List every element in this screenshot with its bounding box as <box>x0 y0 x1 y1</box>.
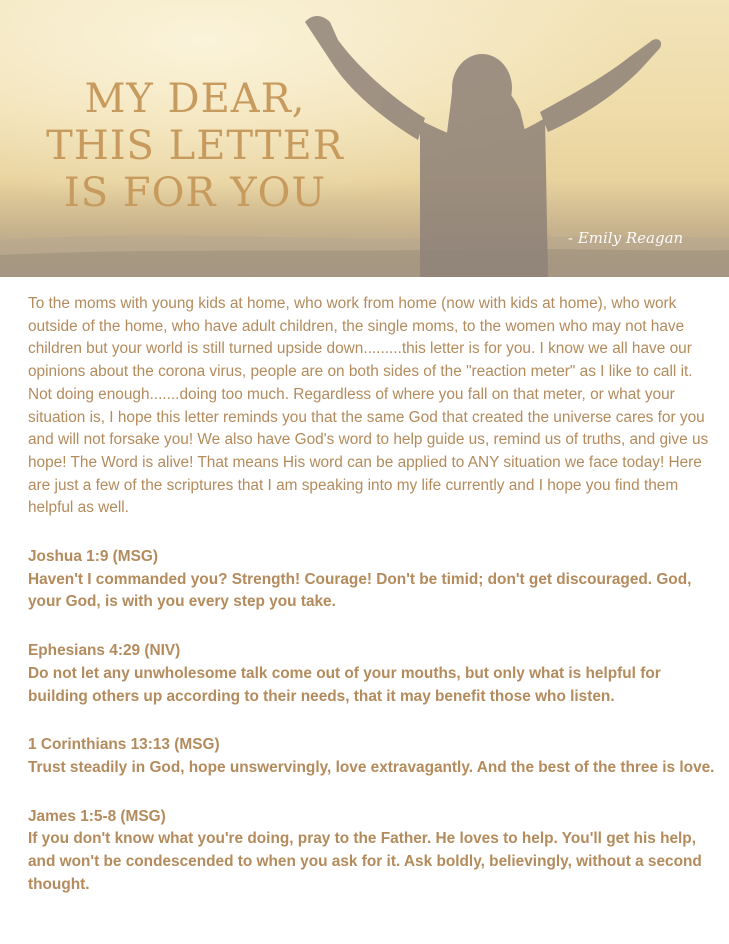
verse-reference: James 1:5-8 (MSG) <box>28 807 166 825</box>
verse-reference: 1 Corinthians 13:13 (MSG) <box>28 736 220 754</box>
intro-paragraph: To the moms with young kids at home, who work from home (now with kids at home), who work outside of the home, who have adult children, the single moms, to the women who may not have children but your world is still turned upside down.........this letter is for you. I know we all have our opinions about the corona virus, people are on both sides of the "reaction meter" as I like to call it. Not doing enough.......doing too much. Regardless of where you fall on that meter, or what your situation is, I hope this letter reminds you that the same God that created the universe cares for you and will not forsake you! We also have God's word to help guide us, remind us of truths, and give us hope! The Word is alive! That means His word can be applied to ANY situation we face today! Here are just a few of the scriptures that I am speaking into my life currently and I hope you find them helpful as well. <box>28 295 709 517</box>
title-line-2: THIS LETTER <box>46 123 344 169</box>
letter-body <box>28 293 718 896</box>
verse-block <box>28 734 718 779</box>
verse-reference: Joshua 1:9 (MSG) <box>28 548 158 566</box>
verse-text: Haven't I commanded you? Strength! Courage! Don't be timid; don't get discouraged. God, your God, is with you every step you take. <box>28 570 692 611</box>
verse-text: Trust steadily in God, hope unswervingly, love extravagantly. And the best of the three is love. <box>28 758 715 776</box>
verse-text: If you don't know what you're doing, pray to the Father. He loves to help. You'll get his help, and won't be condescended to when you ask for it. Ask boldly, believingly, without a second thought. <box>28 830 702 893</box>
verse-reference: Ephesians 4:29 (NIV) <box>28 642 181 660</box>
verse-block <box>28 640 718 708</box>
author-signature: - Emily Reagan <box>568 229 684 247</box>
verse-block <box>28 546 718 614</box>
letter-title <box>30 76 360 217</box>
verse-block <box>28 806 718 897</box>
title-line-1: MY DEAR, <box>84 76 306 122</box>
title-line-3: IS FOR YOU <box>63 170 327 216</box>
verse-text: Do not let any unwholesome talk come out of your mouths, but only what is helpful for building others up according to their needs, that it may benefit those who listen. <box>28 664 661 705</box>
header-banner <box>0 0 729 277</box>
